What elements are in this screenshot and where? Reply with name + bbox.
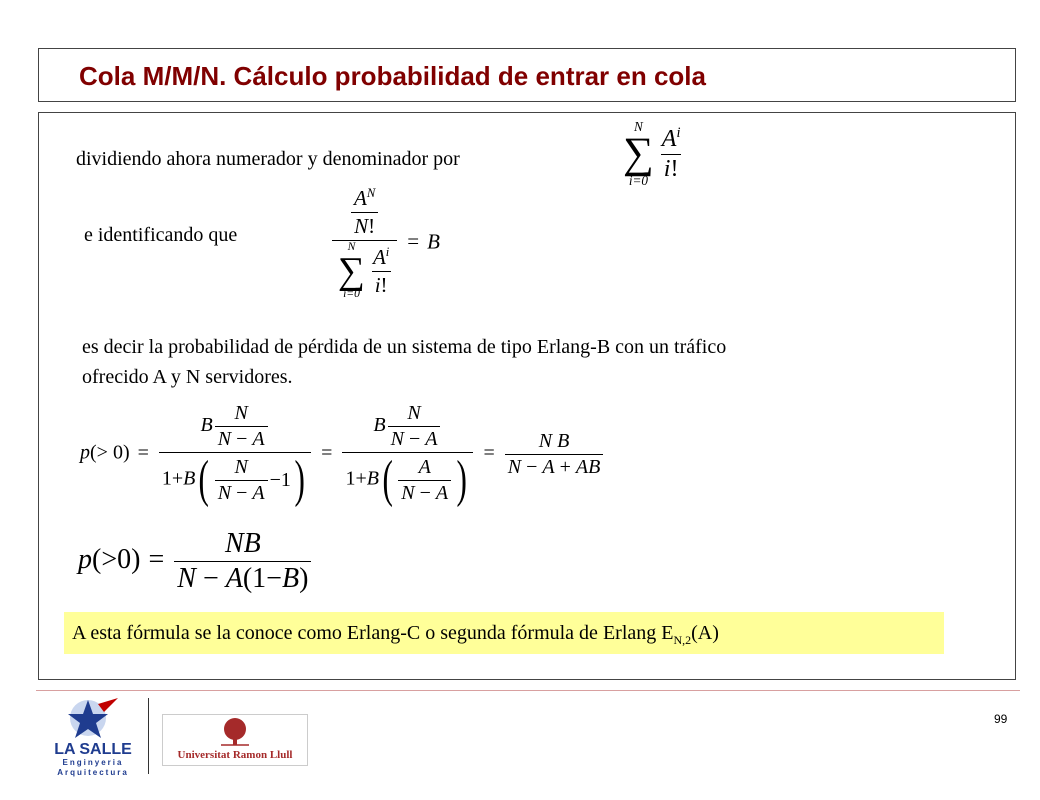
la-salle-sub1: Enginyeria xyxy=(62,758,124,767)
highlight-subscript: N,2 xyxy=(673,633,692,647)
formula-erlang-b: $\frac{A^N}{N!}$ N ∑ i=0 $\frac{A^i}{i!}$ = B xyxy=(330,186,440,301)
highlight-tail: (A) xyxy=(691,622,719,644)
la-salle-logo xyxy=(48,692,138,782)
formula-sum-ai-over-ifact: N ∑ i=0 $\frac{A^i}{i!}$ xyxy=(623,119,681,189)
la-salle-brand-text: LA SALLE xyxy=(54,741,132,758)
formula-p-derivation: p(> 0) = B $\frac{N}{N - A}$ 1+B ( $\frac{N}{N - A}$ −1 ) = B $\frac{N}{N - A}$ 1+B ( $\frac{A}{N - A}$ ) = $\frac{\text{N B}}{N - A + AB}$ xyxy=(80,402,605,506)
logo-divider xyxy=(148,698,149,774)
url-logo xyxy=(162,714,308,766)
highlight-text: A esta fórmula se la conoce como Erlang-C o segunda fórmula de Erlang E xyxy=(72,622,674,644)
erlang-c-highlight xyxy=(64,612,944,654)
text-line-1: dividiendo ahora numerador y denominador por xyxy=(76,148,460,170)
footer-divider xyxy=(36,690,1020,691)
url-tree-icon xyxy=(163,715,307,765)
slide-title: Cola M/M/N. Cálculo probabilidad de entrar en cola xyxy=(79,61,706,91)
la-salle-star-icon xyxy=(48,692,138,782)
text-line-2: e identificando que xyxy=(84,224,238,246)
page-number: 99 xyxy=(994,712,1008,726)
title-box xyxy=(38,48,1016,102)
url-brand-text: Universitat Ramon Llull xyxy=(177,749,293,761)
la-salle-sub2: Arquitectura xyxy=(57,768,129,777)
text-line-3a: es decir la probabilidad de pérdida de un sistema de tipo Erlang-B con un tráfico xyxy=(82,336,727,358)
formula-p-final: p(>0) = $\frac{NB}{N - A(1-B)}$ xyxy=(78,528,313,595)
text-line-3b: ofrecido A y N servidores. xyxy=(82,366,293,388)
